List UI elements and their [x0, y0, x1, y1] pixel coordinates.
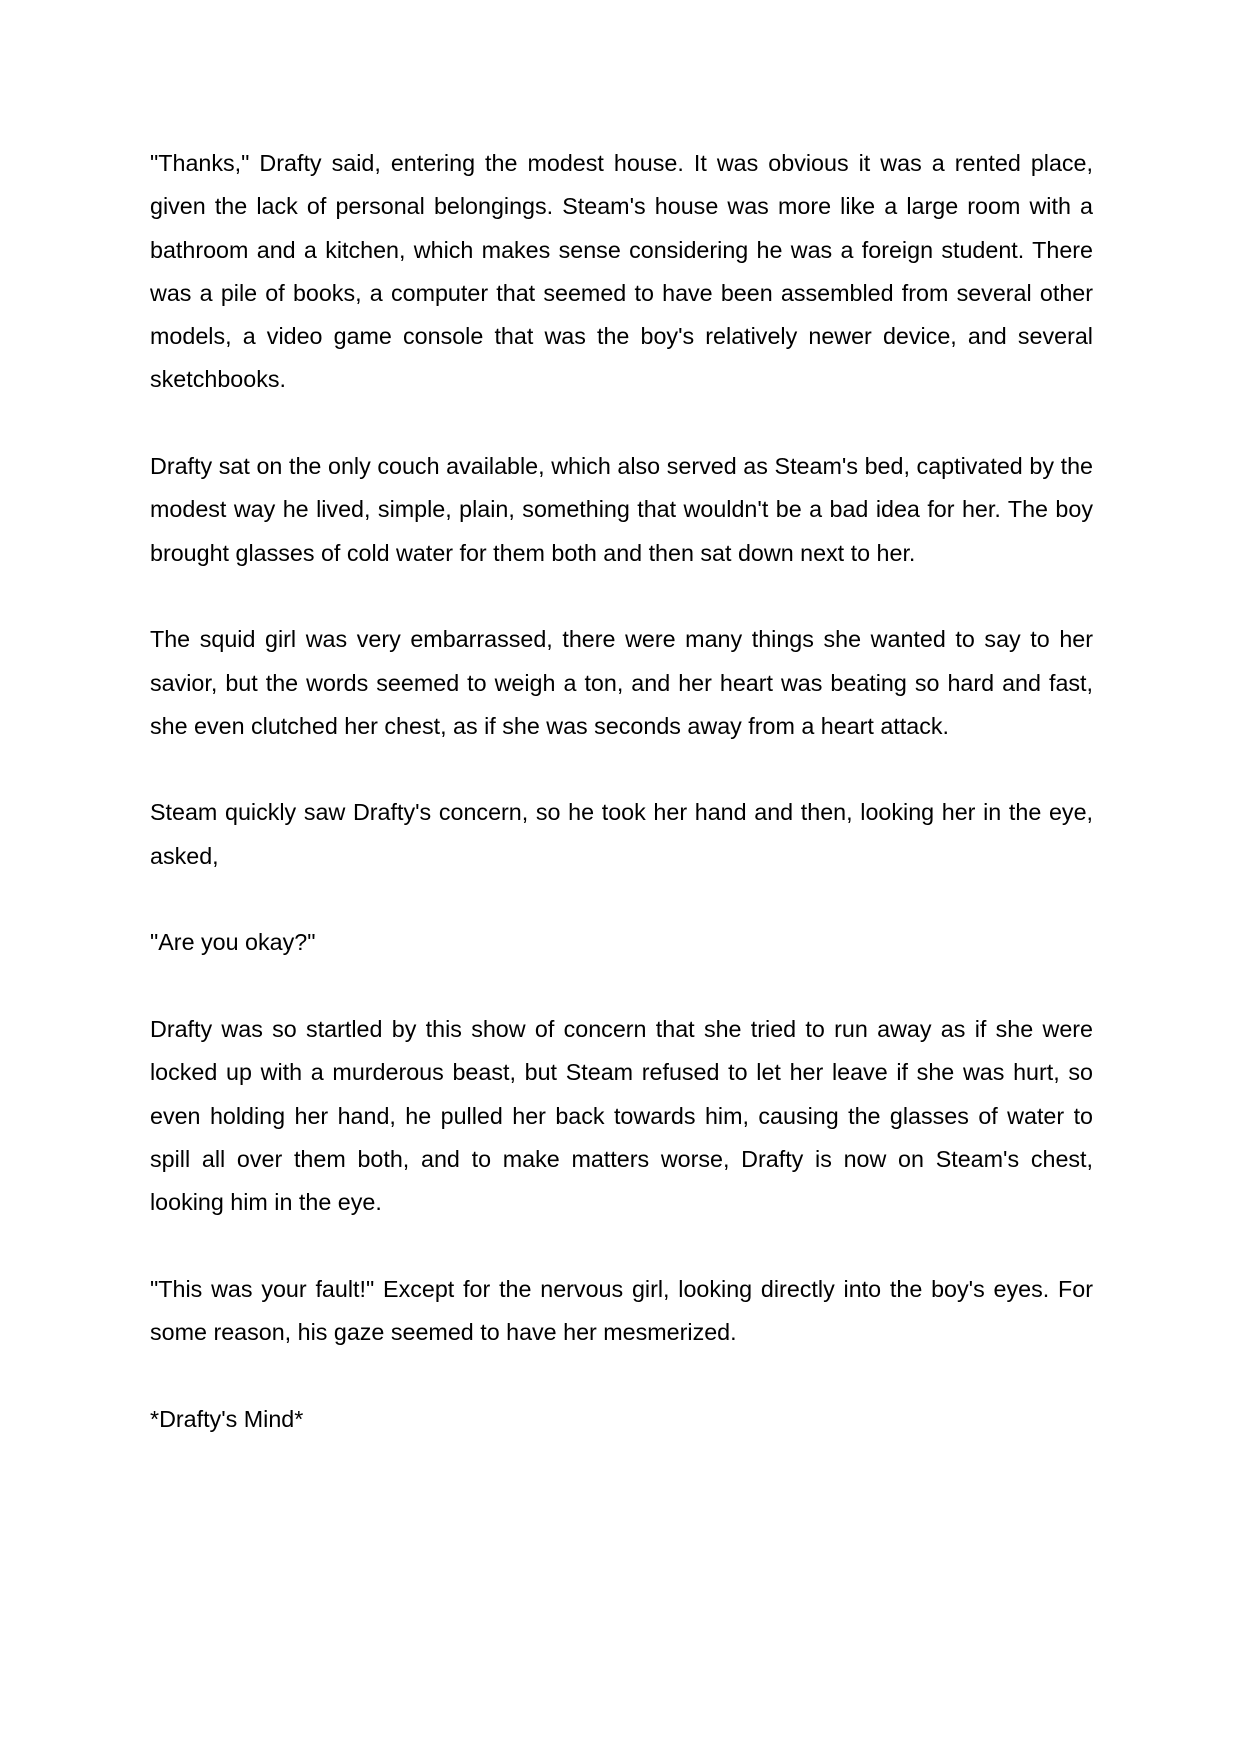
paragraph-mind-heading: *Drafty's Mind* — [150, 1405, 304, 1432]
paragraph-question: "Are you okay?" — [150, 929, 316, 956]
paragraph-embarrassed: The squid girl was very embarrassed, there were many things she wanted to say to her savior, but the words seemed to weigh a ton, and her heart was beating so hard and fast, she even clutched her chest, as if she was seconds away from a heart attack. — [150, 626, 1093, 739]
paragraph-startled: Drafty was so startled by this show of concern that she tried to run away as if she were locked up with a murderous beast, but Steam refused to let her leave if she was hurt, so even holding her hand, he pulled her back towards him, causing the glasses of water to spill all over them both, and to make matters worse, Drafty is now on Steam's chest, looking him in the eye. — [150, 1015, 1093, 1216]
paragraph-arrival: "Thanks," Drafty said, entering the modest house. It was obvious it was a rented place, given the lack of personal belongings. Steam's house was more like a large room with a bathroom and a kitchen, which makes sense considering he was a foreign student. There was a pile of books, a computer that seemed to have been assembled from several other models, a video game console that was the boy's relatively newer device, and several sketchbooks. — [150, 150, 1093, 393]
body-text — [150, 142, 1093, 1484]
paragraph-fault: "This was your fault!" Except for the nervous girl, looking directly into the boy's eyes. For some reason, his gaze seemed to have her mesmerized. — [150, 1275, 1093, 1346]
paragraph-concern: Steam quickly saw Drafty's concern, so he took her hand and then, looking her in the eye, asked, — [150, 799, 1093, 869]
paragraph-couch: Drafty sat on the only couch available, which also served as Steam's bed, captivated by the modest way he lived, simple, plain, something that wouldn't be a bad idea for her. The boy brought glasses of cold water for them both and then sat down next to her. — [150, 453, 1093, 566]
